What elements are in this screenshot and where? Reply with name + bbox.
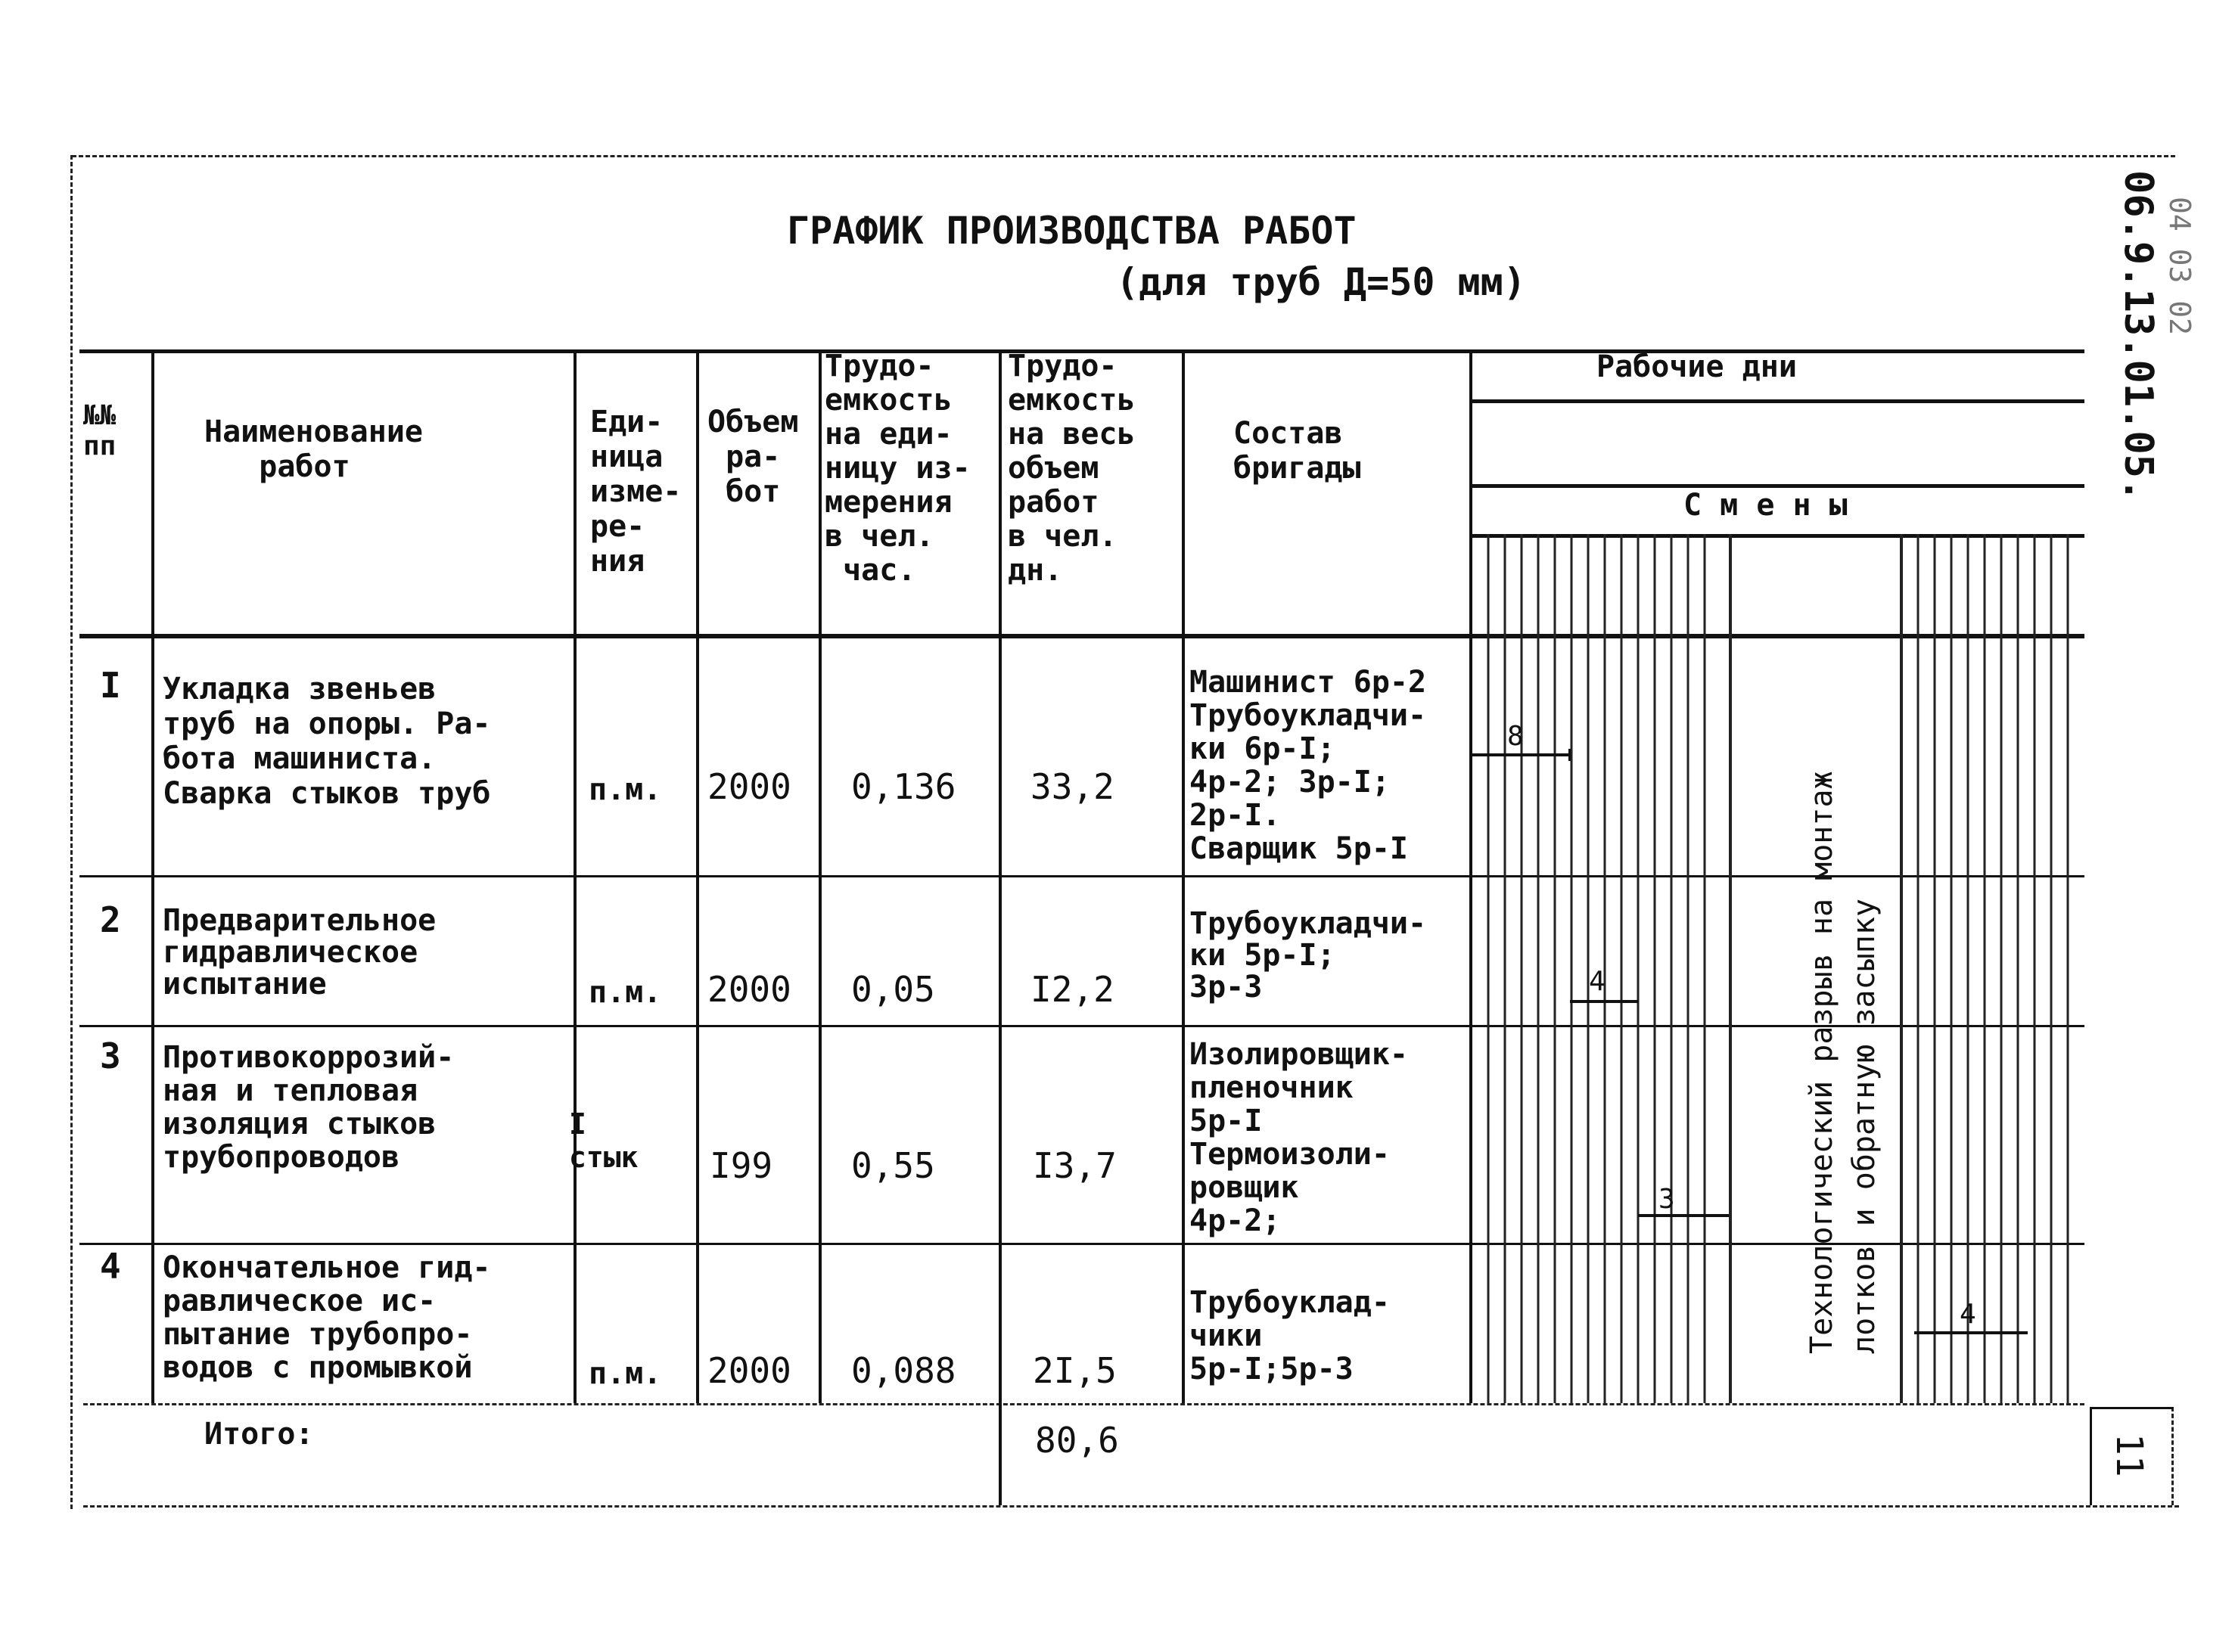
row1-unit: п.м. bbox=[589, 772, 662, 807]
row2-unit: п.м. bbox=[589, 975, 662, 1010]
frame-bottom bbox=[83, 1505, 2179, 1508]
col-line-3 bbox=[696, 349, 699, 1403]
col-line-5 bbox=[999, 349, 1002, 1505]
row1-number: I bbox=[100, 665, 121, 706]
page-number-box-top bbox=[2090, 1407, 2173, 1409]
row4-labor-total: 2I,5 bbox=[1033, 1350, 1117, 1391]
row3-labor-unit: 0,55 bbox=[851, 1145, 935, 1186]
row1-work-name: Укладка звеньев труб на опоры. Ра- бота машиниста. Сварка стыков труб bbox=[163, 672, 491, 811]
row3-crew: Изолировщик- пленочник 5р-I Термоизоли- ровщик 4р-2; bbox=[1189, 1037, 1408, 1238]
row3-number: 3 bbox=[100, 1036, 121, 1076]
col-line-4 bbox=[819, 349, 822, 1403]
row1-crew: Машинист 6р-2 Трубоукладчи- ки 6р-I; 4р-2; 3р-I; 2р-I. Сварщик 5р-I bbox=[1189, 665, 1427, 866]
header-shifts: С м е н ы bbox=[1683, 488, 1848, 523]
document-code-faint: 04 03 02 bbox=[2163, 197, 2196, 336]
shift-grid bbox=[1472, 534, 2084, 1403]
row3-unit: I стык bbox=[569, 1107, 639, 1174]
page-number-box-left bbox=[2090, 1407, 2092, 1505]
row4-number: 4 bbox=[100, 1246, 121, 1287]
col-line-2 bbox=[574, 349, 577, 1403]
technological-break-note: Технологический разрыв на монтаж лотков и обратную засыпку bbox=[1804, 771, 1882, 1354]
row2-labor-unit: 0,05 bbox=[851, 969, 935, 1010]
header-unit: Еди- ница изме- ре- ния bbox=[590, 405, 682, 579]
row4-unit: п.м. bbox=[589, 1356, 662, 1391]
row3-work-name: Противокоррозий- ная и тепловая изоляция стыков трубопроводов bbox=[163, 1040, 455, 1175]
header-number: №№ пп bbox=[83, 400, 117, 461]
row3-volume: I99 bbox=[710, 1145, 773, 1186]
page-number: 11 bbox=[2108, 1433, 2150, 1477]
header-work-days: Рабочие дни bbox=[1596, 349, 1797, 384]
frame-right bbox=[2171, 1407, 2174, 1505]
frame-top bbox=[72, 155, 2175, 157]
col-line-6 bbox=[1182, 349, 1185, 1403]
header-labor-unit: Трудо- емкость на еди- ницу из- мерения в чел. час. bbox=[825, 349, 971, 588]
page-title: ГРАФИК ПРОИЗВОДСТВА РАБОТ bbox=[787, 209, 1357, 253]
row2-crew: Трубоукладчи- ки 5р-I; 3р-3 bbox=[1189, 906, 1427, 1005]
header-crew: Состав бригады bbox=[1233, 416, 1361, 486]
header-work-name: Наименование работ bbox=[204, 415, 423, 484]
row1-labor-total: 33,2 bbox=[1030, 766, 1114, 807]
document-code: 06.9.13.01.05. bbox=[2115, 170, 2161, 502]
total-label: Итого: bbox=[204, 1417, 314, 1452]
row4-volume: 2000 bbox=[707, 1350, 791, 1391]
row4-crew: Трубоуклад- чики 5р-I;5р-3 bbox=[1189, 1285, 1390, 1386]
gantt-tick-row1 bbox=[1568, 749, 1571, 761]
total-value: 80,6 bbox=[1035, 1420, 1119, 1461]
row4-labor-unit: 0,088 bbox=[851, 1350, 956, 1391]
row2-labor-total: I2,2 bbox=[1030, 969, 1114, 1010]
col-line-1 bbox=[151, 349, 154, 1403]
gantt-bar-row3 bbox=[1638, 1214, 1729, 1217]
row2-work-name: Предварительное гидравлическое испытание bbox=[163, 903, 437, 1001]
row2-number: 2 bbox=[100, 899, 121, 940]
gantt-label-row1: 8 bbox=[1507, 721, 1524, 752]
row1-labor-unit: 0,136 bbox=[851, 766, 956, 807]
gantt-label-row4: 4 bbox=[1960, 1299, 1976, 1330]
header-volume: Объем ра- бот bbox=[707, 405, 799, 509]
row4-work-name: Окончательное гид- равлическое ис- пытание трубопро- водов с промывкой bbox=[163, 1250, 491, 1385]
row1-volume: 2000 bbox=[707, 766, 791, 807]
row3-labor-total: I3,7 bbox=[1033, 1145, 1117, 1186]
frame-left bbox=[70, 155, 73, 1509]
row2-volume: 2000 bbox=[707, 969, 791, 1010]
header-labor-total: Трудо- емкость на весь объем работ в чел. дн. bbox=[1008, 349, 1136, 588]
work-days-line-1 bbox=[1472, 399, 2084, 403]
gantt-label-row3: 3 bbox=[1658, 1184, 1675, 1215]
rows-bottom-line bbox=[83, 1403, 2084, 1405]
gantt-label-row2: 4 bbox=[1589, 966, 1606, 997]
page-subtitle: (для труб Д=50 мм) bbox=[1116, 260, 1526, 304]
